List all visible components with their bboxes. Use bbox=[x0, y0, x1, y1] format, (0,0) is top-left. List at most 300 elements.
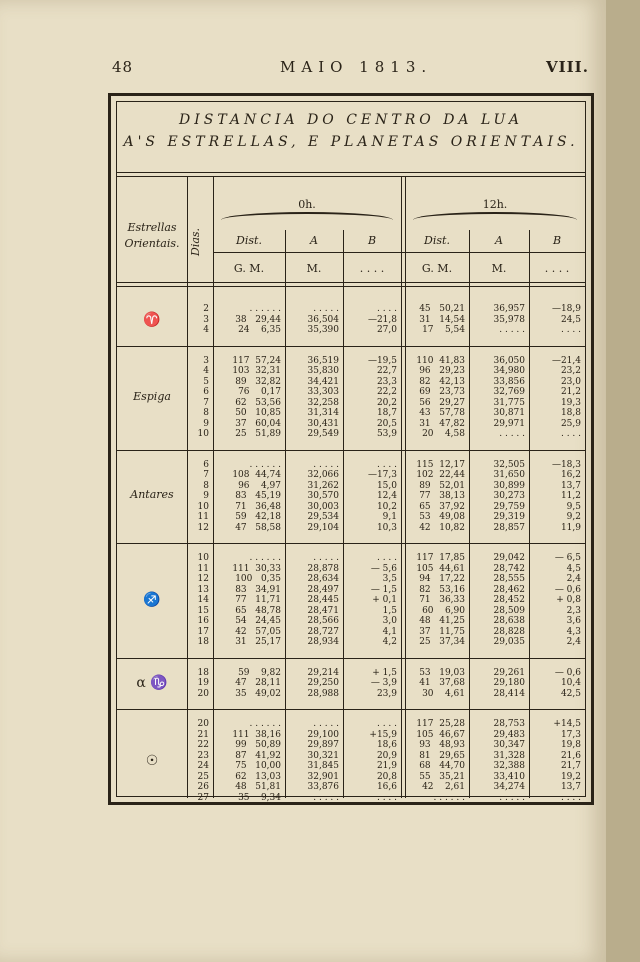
day-cell: 11 bbox=[197, 512, 209, 522]
group-separator bbox=[117, 709, 585, 710]
b12-cell: — 6,5 bbox=[554, 553, 581, 563]
group-name: ♐ bbox=[143, 592, 161, 609]
dist0-cell: 47 28,11 bbox=[235, 678, 281, 688]
hour0-label: 0h. bbox=[298, 198, 316, 211]
dist0-cell: 42 57,05 bbox=[235, 626, 281, 637]
a0-cell: 34,421 bbox=[307, 376, 339, 387]
dist12-cell: 55 35,21 bbox=[419, 771, 465, 782]
dist0-cell: 96 4,97 bbox=[238, 480, 281, 491]
a12-cell: . . . . . bbox=[499, 429, 525, 439]
b12-cell: 21,2 bbox=[560, 387, 581, 397]
b12-cell: 11,2 bbox=[560, 491, 581, 501]
b0-cell: 20,9 bbox=[376, 750, 397, 761]
b0-cell: 27,0 bbox=[376, 325, 397, 335]
dist0-cell: 117 57,24 bbox=[232, 355, 281, 366]
b12-cell: — 0,6 bbox=[554, 667, 581, 678]
day-cell: 13 bbox=[197, 584, 209, 595]
a12-cell: 28,828 bbox=[493, 626, 525, 637]
b12-cell: —18,3 bbox=[551, 459, 581, 470]
a12-cell: 28,452 bbox=[493, 595, 525, 605]
dist12-cell: 37 11,75 bbox=[419, 626, 465, 637]
col-divider-a0 bbox=[285, 230, 286, 798]
day-cell: 9 bbox=[203, 491, 209, 501]
a0-cell: 33,303 bbox=[307, 387, 339, 397]
b0-cell: . . . . bbox=[376, 553, 397, 563]
dist0-cell: 89 32,82 bbox=[235, 376, 281, 387]
b0-cell: 21,9 bbox=[376, 761, 397, 771]
a0-cell: 30,321 bbox=[307, 750, 339, 761]
group-name: ♈ bbox=[143, 311, 161, 328]
b0-cell: —17,3 bbox=[367, 470, 397, 480]
dist0-cell: 111 30,33 bbox=[232, 563, 281, 574]
b12-cell: 19,8 bbox=[560, 740, 581, 750]
day-cell: 7 bbox=[203, 470, 209, 480]
header-bottom-rule bbox=[117, 282, 585, 283]
dist0-cell: 31 25,17 bbox=[235, 637, 281, 647]
day-cell: 25 bbox=[197, 771, 209, 782]
a0-cell: . . . . . bbox=[313, 553, 339, 563]
dist12-cell: 93 48,93 bbox=[419, 740, 465, 750]
a0-cell: 32,258 bbox=[307, 397, 339, 408]
b0-cell: 20,8 bbox=[376, 771, 397, 782]
a12-cell: 30,871 bbox=[493, 408, 525, 418]
a12-cell: 28,742 bbox=[493, 563, 525, 574]
a12-cell: 29,042 bbox=[493, 553, 525, 563]
b12-cell: 25,9 bbox=[560, 418, 581, 429]
b0-cell: — 1,5 bbox=[370, 584, 397, 595]
day-header: Dias. bbox=[189, 227, 202, 257]
dist12-cell: 82 53,16 bbox=[419, 584, 465, 595]
a0-cell: 29,100 bbox=[307, 729, 339, 740]
a12-cell: 31,650 bbox=[493, 470, 525, 480]
a0-cell: 29,534 bbox=[307, 512, 339, 522]
a12-cell: 36,957 bbox=[493, 304, 525, 314]
b12-cell: 13,7 bbox=[560, 480, 581, 491]
a12-cell: 33,856 bbox=[493, 376, 525, 387]
title-rule bbox=[117, 172, 585, 173]
day-cell: 26 bbox=[197, 782, 209, 792]
day-cell: 4 bbox=[203, 366, 209, 376]
b12-cell: 9,2 bbox=[566, 512, 581, 522]
dist12-cell: 117 17,85 bbox=[416, 553, 465, 563]
running-title: MAIO 1813. bbox=[280, 58, 433, 76]
section-number: VIII. bbox=[546, 58, 589, 76]
dist0-cell: 37 60,04 bbox=[235, 418, 281, 429]
a0-cell: 36,504 bbox=[307, 314, 339, 325]
b12-cell: 2,3 bbox=[566, 605, 581, 616]
day-cell: 27 bbox=[197, 792, 209, 803]
a12-cell: 34,980 bbox=[493, 366, 525, 376]
col-divider-12h bbox=[401, 176, 402, 798]
day-cell: 3 bbox=[203, 314, 209, 325]
a0-cell: 28,878 bbox=[307, 563, 339, 574]
group-separator bbox=[117, 450, 585, 451]
a0-cell: 29,897 bbox=[307, 740, 339, 750]
a12-cell: 29,180 bbox=[493, 678, 525, 688]
a0-cell: 35,390 bbox=[307, 325, 339, 335]
a0-cell: . . . . . bbox=[313, 792, 339, 803]
a0-cell: 29,250 bbox=[307, 678, 339, 688]
a12-cell: 29,261 bbox=[493, 667, 525, 678]
dist0-cell: 111 38,16 bbox=[232, 729, 281, 740]
b12-cell: —18,9 bbox=[551, 304, 581, 314]
a12-cell: 28,555 bbox=[493, 574, 525, 584]
a12-cell: 29,319 bbox=[493, 512, 525, 522]
dist0-cell: . . . . . . bbox=[249, 304, 281, 314]
a12-cell: 28,857 bbox=[493, 522, 525, 533]
dist0-cell: 99 50,89 bbox=[235, 740, 281, 750]
day-cell: 14 bbox=[197, 595, 209, 605]
dist12-header: Dist. bbox=[424, 234, 450, 247]
day-cell: 12 bbox=[197, 574, 209, 584]
a12-cell: 35,978 bbox=[493, 314, 525, 325]
a12-cell: 32,505 bbox=[493, 459, 525, 470]
a12-cell: 36,050 bbox=[493, 355, 525, 366]
a12-cell: 31,775 bbox=[493, 397, 525, 408]
a12-cell: 29,759 bbox=[493, 501, 525, 512]
b12-cell: 23,2 bbox=[560, 366, 581, 376]
a0-cell: 36,519 bbox=[307, 355, 339, 366]
b12-cell: +14,5 bbox=[553, 719, 581, 729]
b0-cell: — 3,9 bbox=[370, 678, 397, 688]
group-separator bbox=[117, 658, 585, 659]
dist0-cell: . . . . . . bbox=[249, 553, 281, 563]
b12-cell: 4,3 bbox=[566, 626, 581, 637]
dist0-cell: 35 49,02 bbox=[235, 688, 281, 699]
b12-cell: 24,5 bbox=[560, 314, 581, 325]
dist12-cell: 65 37,92 bbox=[419, 501, 465, 512]
b0-cell: . . . . bbox=[376, 719, 397, 729]
dist12-cell: 25 37,34 bbox=[419, 637, 465, 647]
units-dots-0: . . . . bbox=[359, 262, 385, 275]
a0-cell: 32,066 bbox=[307, 470, 339, 480]
units-m-12: M. bbox=[491, 262, 507, 275]
dist12-cell: 30 4,61 bbox=[422, 688, 465, 699]
dist0-cell: 75 10,00 bbox=[235, 761, 281, 771]
a0-cell: . . . . . bbox=[313, 459, 339, 470]
day-cell: 4 bbox=[203, 325, 209, 335]
b12-cell: 13,7 bbox=[560, 782, 581, 792]
dist12-cell: 45 50,21 bbox=[419, 304, 465, 314]
day-cell: 6 bbox=[203, 387, 209, 397]
dist0-cell: 25 51,89 bbox=[235, 429, 281, 439]
day-cell: 5 bbox=[203, 376, 209, 387]
b0-cell: 18,7 bbox=[376, 408, 397, 418]
b12-cell: 17,3 bbox=[560, 729, 581, 740]
dist0-cell: 108 44,74 bbox=[232, 470, 281, 480]
a0-cell: 28,445 bbox=[307, 595, 339, 605]
b0-cell: 22,2 bbox=[376, 387, 397, 397]
dist12-cell: 96 29,23 bbox=[419, 366, 465, 376]
day-cell: 10 bbox=[197, 429, 209, 439]
col-divider-a12 bbox=[469, 230, 470, 798]
subheader-rule bbox=[213, 252, 585, 253]
b0-cell: 12,4 bbox=[376, 491, 397, 501]
units-dots-12: . . . . bbox=[544, 262, 570, 275]
dist12-cell: 17 5,54 bbox=[422, 325, 465, 335]
day-cell: 23 bbox=[197, 750, 209, 761]
dist0-cell: . . . . . . bbox=[249, 719, 281, 729]
a12-cell: . . . . . bbox=[499, 792, 525, 803]
b12-cell: — 0,6 bbox=[554, 584, 581, 595]
dist0-cell: 38 29,44 bbox=[235, 314, 281, 325]
dist0-cell: 59 42,18 bbox=[235, 512, 281, 522]
a0-cell: 35,830 bbox=[307, 366, 339, 376]
dist0-cell: 59 9,82 bbox=[238, 667, 281, 678]
day-cell: 8 bbox=[203, 480, 209, 491]
b12-cell: 10,4 bbox=[560, 678, 581, 688]
b0-cell: 10,2 bbox=[376, 501, 397, 512]
dist12-cell: 41 37,68 bbox=[419, 678, 465, 688]
b12-cell: . . . . bbox=[560, 429, 581, 439]
dist12-cell: 117 25,28 bbox=[416, 719, 465, 729]
a12-header: A bbox=[495, 234, 503, 247]
a0-cell: 28,471 bbox=[307, 605, 339, 616]
a12-cell: 29,035 bbox=[493, 637, 525, 647]
b12-cell: —21,4 bbox=[551, 355, 581, 366]
units-gm-12: G. M. bbox=[421, 262, 453, 275]
dist12-cell: 81 29,65 bbox=[419, 750, 465, 761]
a0-cell: 30,003 bbox=[307, 501, 339, 512]
a12-cell: 30,347 bbox=[493, 740, 525, 750]
day-cell: 2 bbox=[203, 304, 209, 314]
dist0-cell: 50 10,85 bbox=[235, 408, 281, 418]
group-separator bbox=[117, 346, 585, 347]
dist12-cell: 60 6,90 bbox=[422, 605, 465, 616]
dist12-cell: 68 44,70 bbox=[419, 761, 465, 771]
b0-cell: 22,7 bbox=[376, 366, 397, 376]
day-cell: 21 bbox=[197, 729, 209, 740]
dist0-cell: 47 58,58 bbox=[235, 522, 281, 533]
b12-cell: 2,4 bbox=[566, 574, 581, 584]
a0-header: A bbox=[310, 234, 318, 247]
b12-cell: 21,6 bbox=[560, 750, 581, 761]
a0-cell: 28,727 bbox=[307, 626, 339, 637]
dist0-cell: 48 51,81 bbox=[235, 782, 281, 792]
b0-cell: 3,5 bbox=[382, 574, 397, 584]
dist0-cell: 83 45,19 bbox=[235, 491, 281, 501]
day-cell: 8 bbox=[203, 408, 209, 418]
day-cell: 11 bbox=[197, 563, 209, 574]
day-cell: 9 bbox=[203, 418, 209, 429]
b0-cell: 18,6 bbox=[376, 740, 397, 750]
units-m-0: M. bbox=[306, 262, 322, 275]
b12-cell: 23,0 bbox=[560, 376, 581, 387]
dist0-cell: 103 32,31 bbox=[232, 366, 281, 376]
a12-cell: 30,273 bbox=[493, 491, 525, 501]
dist12-cell: 42 2,61 bbox=[422, 782, 465, 792]
dist0-cell: 87 41,92 bbox=[235, 750, 281, 761]
dist12-cell: 56 29,27 bbox=[419, 397, 465, 408]
day-cell: 19 bbox=[197, 678, 209, 688]
b12-cell: 9,5 bbox=[566, 501, 581, 512]
b12-cell: 4,5 bbox=[566, 563, 581, 574]
b12-header: B bbox=[552, 234, 562, 247]
a0-cell: 28,497 bbox=[307, 584, 339, 595]
dist0-cell: 62 13,03 bbox=[235, 771, 281, 782]
a0-cell: 29,104 bbox=[307, 522, 339, 533]
a0-cell: 33,876 bbox=[307, 782, 339, 792]
col-divider-star bbox=[187, 176, 188, 798]
dist0-cell: 76 0,17 bbox=[238, 387, 281, 397]
day-cell: 3 bbox=[203, 355, 209, 366]
b0-cell: 9,1 bbox=[382, 512, 397, 522]
day-cell: 17 bbox=[197, 626, 209, 637]
dist0-header: Dist. bbox=[236, 234, 262, 247]
a0-cell: 32,901 bbox=[307, 771, 339, 782]
day-cell: 10 bbox=[197, 553, 209, 563]
b0-cell: 53,9 bbox=[376, 429, 397, 439]
day-cell: 20 bbox=[197, 688, 209, 699]
b0-cell: —21,8 bbox=[367, 314, 397, 325]
a12-cell: 28,414 bbox=[493, 688, 525, 699]
day-cell: 7 bbox=[203, 397, 209, 408]
b0-cell: 4,2 bbox=[382, 637, 397, 647]
group-name: Espiga bbox=[133, 389, 171, 403]
b0-cell: 23,3 bbox=[376, 376, 397, 387]
group-separator bbox=[117, 543, 585, 544]
dist12-cell: 42 10,82 bbox=[419, 522, 465, 533]
dist12-cell: 94 17,22 bbox=[419, 574, 465, 584]
b12-cell: 21,7 bbox=[560, 761, 581, 771]
b0-cell: +15,9 bbox=[369, 729, 397, 740]
dist0-cell: 83 34,91 bbox=[235, 584, 281, 595]
b0-cell: 15,0 bbox=[376, 480, 397, 491]
dist12-cell: 43 57,78 bbox=[419, 408, 465, 418]
dist12-cell: . . . . . . bbox=[433, 792, 465, 803]
hour0-brace bbox=[221, 212, 393, 228]
b12-cell: . . . . bbox=[560, 792, 581, 803]
col-divider-b0 bbox=[343, 230, 344, 798]
a12-cell: 31,328 bbox=[493, 750, 525, 761]
b0-cell: 4,1 bbox=[382, 626, 397, 637]
day-cell: 18 bbox=[197, 667, 209, 678]
dist0-cell: 77 11,71 bbox=[235, 595, 281, 605]
b12-cell: . . . . bbox=[560, 325, 581, 335]
dist0-cell: . . . . . . bbox=[249, 459, 281, 470]
dist0-cell: 35 9,34 bbox=[238, 792, 281, 803]
group-name: ☉ bbox=[145, 753, 159, 769]
group-name: Antares bbox=[130, 488, 174, 502]
b0-cell: 20,5 bbox=[376, 418, 397, 429]
dist12-cell: 48 41,25 bbox=[419, 616, 465, 626]
b0-cell: 3,0 bbox=[382, 616, 397, 626]
a0-cell: 29,214 bbox=[307, 667, 339, 678]
day-cell: 15 bbox=[197, 605, 209, 616]
a0-cell: 31,845 bbox=[307, 761, 339, 771]
a12-cell: 28,462 bbox=[493, 584, 525, 595]
a0-cell: 30,570 bbox=[307, 491, 339, 501]
day-cell: 10 bbox=[197, 501, 209, 512]
group-name: α ♑ bbox=[136, 675, 168, 692]
a0-cell: 28,988 bbox=[307, 688, 339, 699]
dist12-cell: 53 19,03 bbox=[419, 667, 465, 678]
header-bottom-rule-2 bbox=[117, 286, 585, 287]
dist12-cell: 110 41,83 bbox=[416, 355, 465, 366]
b0-header: B bbox=[367, 234, 377, 247]
b12-cell: 3,6 bbox=[566, 616, 581, 626]
b0-cell: . . . . bbox=[376, 792, 397, 803]
dist12-cell: 77 38,13 bbox=[419, 491, 465, 501]
b12-cell: 19,2 bbox=[560, 771, 581, 782]
b0-cell: —19,5 bbox=[367, 355, 397, 366]
b12-cell: 16,2 bbox=[560, 470, 581, 480]
a0-cell: 29,549 bbox=[307, 429, 339, 439]
b0-cell: . . . . bbox=[376, 459, 397, 470]
a0-cell: . . . . . bbox=[313, 304, 339, 314]
dist12-cell: 20 4,58 bbox=[422, 429, 465, 439]
b12-cell: 42,5 bbox=[560, 688, 581, 699]
a12-cell: 32,769 bbox=[493, 387, 525, 397]
dist0-cell: 62 53,56 bbox=[235, 397, 281, 408]
dist0-cell: 65 48,78 bbox=[235, 605, 281, 616]
day-cell: 24 bbox=[197, 761, 209, 771]
a0-cell: 31,262 bbox=[307, 480, 339, 491]
table-frame bbox=[108, 93, 594, 805]
day-cell: 20 bbox=[197, 719, 209, 729]
a12-cell: 29,971 bbox=[493, 418, 525, 429]
a12-cell: 33,410 bbox=[493, 771, 525, 782]
a0-cell: 28,634 bbox=[307, 574, 339, 584]
dist0-cell: 71 36,48 bbox=[235, 501, 281, 512]
day-cell: 16 bbox=[197, 616, 209, 626]
day-cell: 22 bbox=[197, 740, 209, 750]
a0-cell: . . . . . bbox=[313, 719, 339, 729]
b0-cell: 20,2 bbox=[376, 397, 397, 408]
a0-cell: 31,314 bbox=[307, 408, 339, 418]
b12-cell: 18,8 bbox=[560, 408, 581, 418]
b0-cell: — 5,6 bbox=[370, 563, 397, 574]
day-cell: 18 bbox=[197, 637, 209, 647]
page-number: 48 bbox=[112, 58, 134, 76]
table-title-line1: DISTANCIA DO CENTRO DA LUA bbox=[178, 112, 524, 128]
a0-cell: 30,431 bbox=[307, 418, 339, 429]
dist12-cell: 89 52,01 bbox=[419, 480, 465, 491]
b0-cell: 23,9 bbox=[376, 688, 397, 699]
hour12-label: 12h. bbox=[482, 198, 508, 211]
dist12-cell: 53 49,08 bbox=[419, 512, 465, 522]
a12-cell: 28,509 bbox=[493, 605, 525, 616]
dist12-cell: 31 14,54 bbox=[419, 314, 465, 325]
hour12-brace bbox=[413, 212, 577, 228]
dist12-cell: 31 47,82 bbox=[419, 418, 465, 429]
a12-cell: 30,899 bbox=[493, 480, 525, 491]
table-inner bbox=[116, 101, 586, 803]
b12-cell: 11,9 bbox=[560, 522, 581, 533]
b0-cell: 1,5 bbox=[382, 605, 397, 616]
dist12-cell: 69 23,73 bbox=[419, 387, 465, 397]
star-header: Estrellas Orientais. bbox=[124, 221, 180, 250]
dist12-cell: 105 44,61 bbox=[416, 563, 465, 574]
dist12-cell: 115 12,17 bbox=[416, 459, 465, 470]
b0-cell: . . . . bbox=[376, 304, 397, 314]
a0-cell: 28,566 bbox=[307, 616, 339, 626]
a12-cell: 29,483 bbox=[493, 729, 525, 740]
b0-cell: + 0,1 bbox=[372, 595, 397, 605]
dist12-cell: 102 22,44 bbox=[416, 470, 465, 480]
b12-cell: 19,3 bbox=[560, 397, 581, 408]
dist12-cell: 105 46,67 bbox=[416, 729, 465, 740]
col-divider-b12 bbox=[529, 230, 530, 798]
dist12-cell: 71 36,33 bbox=[419, 595, 465, 605]
day-cell: 6 bbox=[203, 459, 209, 470]
units-gm-0: G. M. bbox=[233, 262, 265, 275]
a0-cell: 28,934 bbox=[307, 637, 339, 647]
b0-cell: 10,3 bbox=[376, 522, 397, 533]
dist0-cell: 24 6,35 bbox=[238, 325, 281, 335]
b0-cell: 16,6 bbox=[376, 782, 397, 792]
table-title-line2: A'S ESTRELLAS, E PLANETAS ORIENTAIS. bbox=[123, 134, 579, 150]
